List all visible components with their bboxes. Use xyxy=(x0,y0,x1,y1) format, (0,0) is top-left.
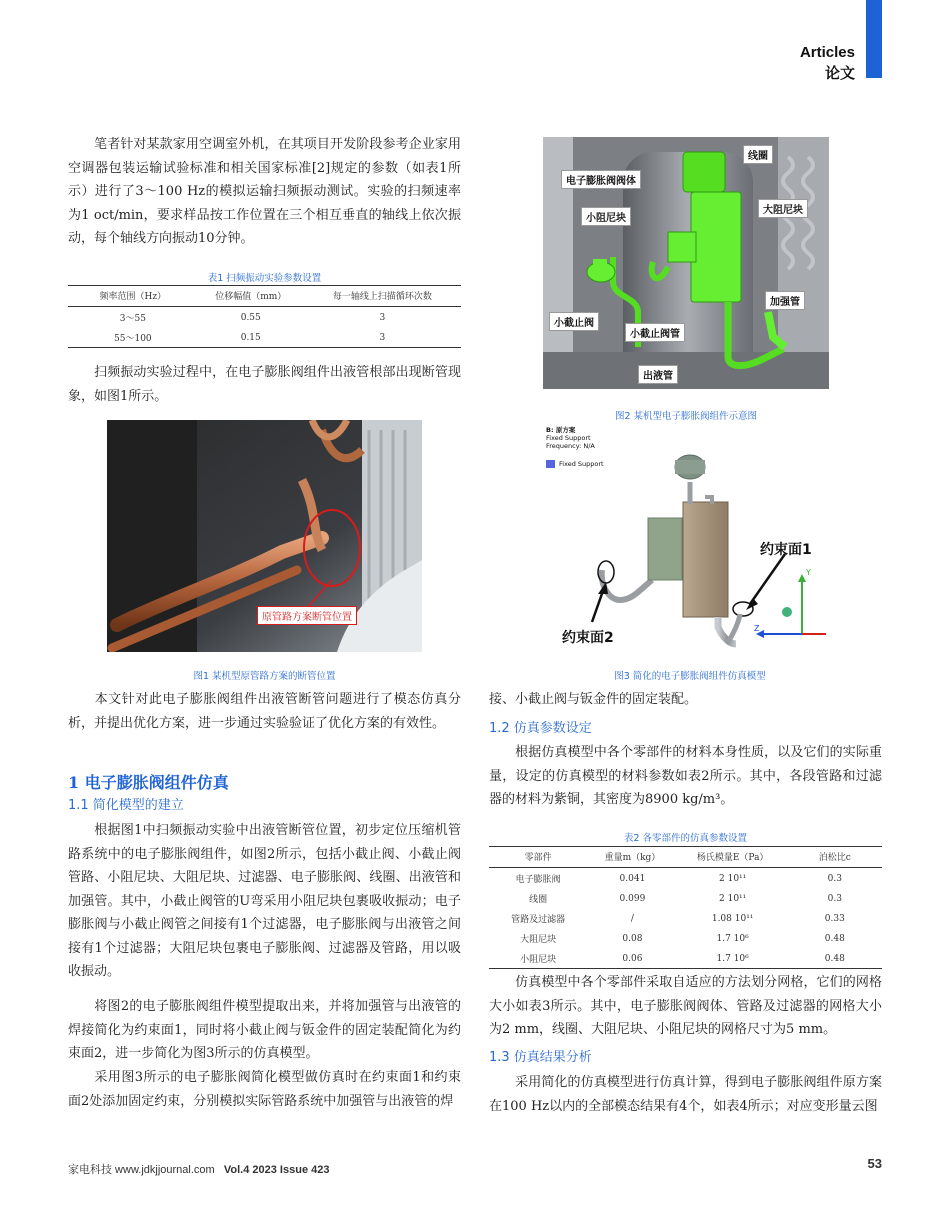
figure2-label-small-damper: 小阻尼块 xyxy=(581,207,631,226)
table-row: 线圈 0.099 2 10¹¹ 0.3 xyxy=(529,893,842,905)
subsection-heading-1-3: 1.3 仿真结果分析 xyxy=(489,1050,592,1065)
figure3-legend-title: B: 原方案 xyxy=(546,426,576,434)
paragraph-simulation: 采用图3所示的电子膨胀阀简化模型做仿真时在约束面1和约束面2处添加固定约束，分别模拟实际管路系统中加强管与出液管的焊 xyxy=(68,1070,461,1109)
paragraph-mesh: 仿真模型中各个零部件采取自适应的方法划分网格，它们的网格大小如表3所示。其中，电子膨胀阀阀体、管路及过滤器的网格大小为2 mm，线圈、大阻尼块、小阻尼块的网格尺寸为5 mm。 xyxy=(489,975,882,1037)
table-row: 小阻尼块 0.06 1.7 10⁶ 0.48 xyxy=(489,948,882,969)
table-row: 55～100 0.15 3 xyxy=(68,327,461,348)
figure2-label-outlet-pipe: 出液管 xyxy=(638,365,678,384)
paragraph-intro: 笔者针对某款家用空调室外机，在其项目开发阶段参考企业家用空调器包装运输试验标准和相关国家标准[2]规定的参数（如表1所示）进行了3～100 Hz的模拟运输扫频振动测试。实验的扫频速率为1 oct/min，要求样品按工作位置在三个相互垂直的轴线上依次振动，每个轴线方向振动10分钟。 xyxy=(68,137,461,246)
table1-caption: 表1 扫频振动实验参数设置 xyxy=(207,273,322,284)
paragraph-purpose: 本文针对此电子膨胀阀组件出液管断管问题进行了模态仿真分析，并提出优化方案，进一步通过实验验证了优化方案的有效性。 xyxy=(68,692,461,731)
figure3-legend-line1: Fixed Support xyxy=(546,434,591,442)
table2-header: 重量m（kg） xyxy=(587,847,677,868)
figure2-caption: 图2 某机型电子膨胀阀组件示意图 xyxy=(614,411,758,422)
figure1-annotation: 原管路方案断管位置 xyxy=(257,606,357,625)
paragraph-fracture: 扫频振动实验过程中，在电子膨胀阀组件出液管根部出现断管现象，如图1所示。 xyxy=(68,365,461,404)
figure2-image xyxy=(543,137,829,389)
table2-caption: 表2 各零部件的仿真参数设置 xyxy=(623,833,748,844)
page-number: 53 xyxy=(867,1156,882,1171)
table-row: 电子膨胀阀 0.041 2 10¹¹ 0.3 xyxy=(515,873,842,885)
table2 xyxy=(489,846,882,969)
figure3-legend-item: Fixed Support xyxy=(559,460,604,468)
figure2-label-stop-valve: 小截止阀 xyxy=(549,312,599,331)
subsection-heading-1-2: 1.2 仿真参数设定 xyxy=(489,721,592,736)
table1-header: 每一轴线上扫描循环次数 xyxy=(304,286,461,307)
section-label-zh: 论文 xyxy=(824,64,855,82)
figure1-photo xyxy=(107,420,422,652)
figure3-image xyxy=(540,422,840,657)
paragraph-model: 根据图1中扫频振动实验中出液管断管位置，初步定位压缩机管路系统中的电子膨胀阀组件，如图2所示，包括小截止阀、小截止阀管路、小阻尼块、大阻尼块、过滤器、电子膨胀阀、线圈、出液管和加强管。其中，小截止阀管的U弯采用小阻尼块包裹吸收振动；电子膨胀阀与小截止阀管之间接有1个过滤器，电子膨胀阀与出液管之间接有1个过滤器；大阻尼块包裹电子膨胀阀、过滤器及管路，用以吸收振动。 xyxy=(68,823,461,979)
figure3-caption: 图3 简化的电子膨胀阀组件仿真模型 xyxy=(614,671,766,682)
paragraph-params: 根据仿真模型中各个零部件的材料本身性质，以及它们的实际重量，设定的仿真模型的材料参数如表2所示。其中，各段管路和过滤器的材料为紫铜，其密度为8900 kg/m³。 xyxy=(489,745,882,807)
figure3-axis-z: Z xyxy=(754,624,760,633)
figure3-axis-y: Y xyxy=(806,568,811,577)
paragraph-results: 采用简化的仿真模型进行仿真计算，得到电子膨胀阀组件原方案在100 Hz以内的全部模态结果有4个，如表4所示；对应变形量云图 xyxy=(489,1075,882,1114)
footer-journal: 家电科技 www.jdkjjournal.com Vol.4 2023 Issue 423 xyxy=(68,1164,330,1176)
table2-header: 杨氏模量E（Pa） xyxy=(678,847,788,868)
paragraph-constraint: 将图2的电子膨胀阀组件模型提取出来，并将加强管与出液管的焊接简化为约束面1，同时将小截止阀与钣金件的固定装配简化为约束面2，进一步简化为图3所示的仿真模型。 xyxy=(68,999,461,1061)
header-accent-bar xyxy=(866,0,882,78)
subsection-heading-1-1: 1.1 简化模型的建立 xyxy=(68,798,184,813)
figure3-label-constraint2: 约束面2 xyxy=(562,630,614,646)
table-row: 3～55 0.55 3 xyxy=(119,312,386,324)
table2-header: 泊松比c xyxy=(788,847,882,868)
figure1-caption: 图1 某机型原管路方案的断管位置 xyxy=(193,671,336,682)
figure2-label-large-damper: 大阻尼块 xyxy=(758,199,808,218)
section-label-en: Articles xyxy=(799,44,855,61)
table1-header: 位移幅值（mm） xyxy=(198,286,304,307)
section-heading-1: 1 电子膨胀阀组件仿真 xyxy=(68,773,229,792)
table1 xyxy=(68,285,461,348)
table1-header: 频率范围（Hz） xyxy=(68,286,198,307)
figure3-legend-line2: Frequency: N/A xyxy=(546,442,595,450)
table-row: 管路及过滤器 / 1.08 10¹¹ 0.33 xyxy=(511,913,845,925)
figure2-label-stop-valve-pipe: 小截止阀管 xyxy=(625,323,685,342)
paragraph-fixture: 接、小截止阀与钣金件的固定装配。 xyxy=(489,692,698,707)
figure3-label-constraint1: 约束面1 xyxy=(760,542,812,558)
table2-header: 零部件 xyxy=(489,847,587,868)
figure2-label-coil: 线圈 xyxy=(743,145,773,164)
table-row: 大阻尼块 0.08 1.7 10⁶ 0.48 xyxy=(520,933,845,945)
figure2-label-reinforce-pipe: 加强管 xyxy=(765,291,805,310)
figure2-label-valve-body: 电子膨胀阀阀体 xyxy=(561,170,641,189)
